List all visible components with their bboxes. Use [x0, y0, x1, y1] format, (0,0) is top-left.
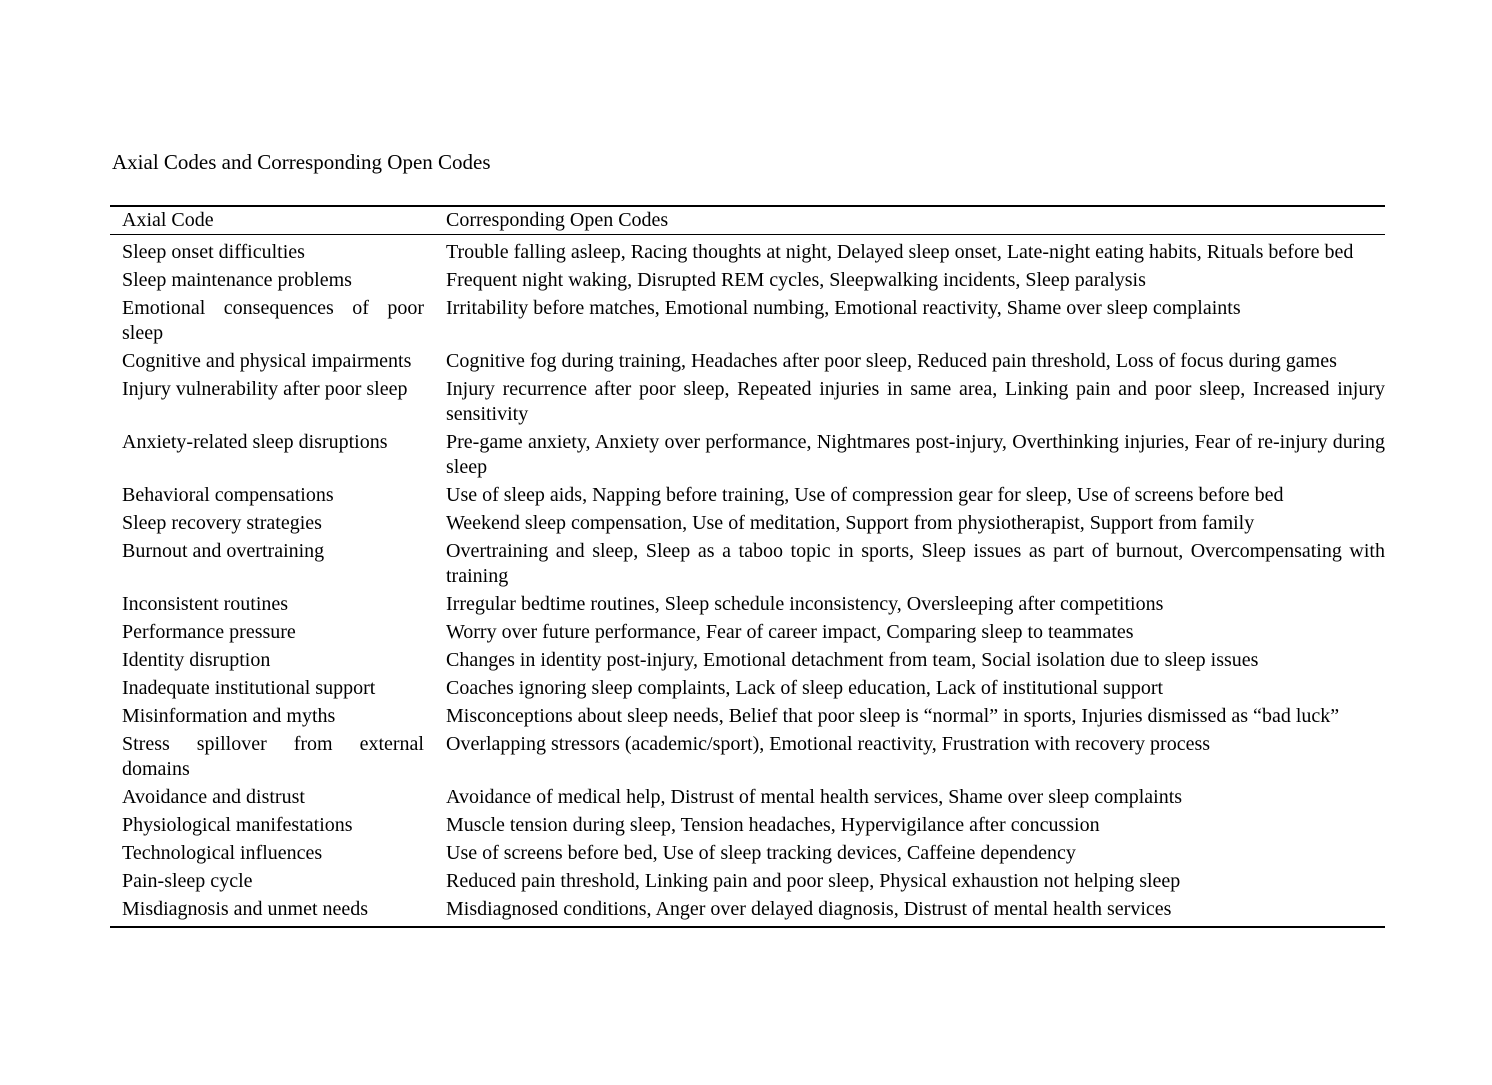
table-row	[110, 896, 1385, 927]
open-codes-cell: Use of sleep aids, Napping before training, Use of compression gear for sleep, Use of screens before bed	[446, 484, 1284, 506]
table-row	[110, 731, 1385, 784]
axial-code-cell: Identity disruption	[122, 649, 271, 671]
axial-code-cell: Stress spillover from external domains	[122, 733, 424, 780]
axial-code-cell: Performance pressure	[122, 621, 296, 643]
table-row	[110, 295, 1385, 348]
column-header-axial-code: Axial Code	[110, 206, 446, 235]
table-row	[110, 348, 1385, 376]
table-row	[110, 235, 1385, 268]
table-title: Axial Codes and Corresponding Open Codes	[112, 150, 491, 174]
open-codes-cell: Coaches ignoring sleep complaints, Lack of sleep education, Lack of institutional support	[446, 677, 1164, 699]
open-codes-cell: Weekend sleep compensation, Use of meditation, Support from physiotherapist, Support from family	[446, 512, 1255, 534]
table-row	[110, 510, 1385, 538]
axial-code-cell: Burnout and overtraining	[122, 540, 325, 562]
table-row	[110, 619, 1385, 647]
axial-code-cell: Physiological manifestations	[122, 814, 353, 836]
table-row	[110, 840, 1385, 868]
axial-code-cell: Cognitive and physical impairments	[122, 350, 412, 372]
open-codes-cell: Avoidance of medical help, Distrust of mental health services, Shame over sleep complaints	[446, 786, 1183, 808]
axial-code-cell: Pain-sleep cycle	[122, 870, 253, 892]
open-codes-cell: Irregular bedtime routines, Sleep schedule inconsistency, Oversleeping after competitions	[446, 593, 1164, 615]
axial-code-cell: Misdiagnosis and unmet needs	[122, 898, 369, 920]
axial-code-cell: Technological influences	[122, 842, 323, 864]
open-codes-cell: Cognitive fog during training, Headaches after poor sleep, Reduced pain threshold, Loss of focus during games	[446, 350, 1337, 372]
table-row	[110, 784, 1385, 812]
axial-code-cell: Anxiety-related sleep disruptions	[122, 431, 388, 453]
axial-open-codes-table	[110, 205, 1385, 928]
table-row	[110, 591, 1385, 619]
open-codes-cell: Misconceptions about sleep needs, Belief that poor sleep is “normal” in sports, Injuries dismissed as “bad luck”	[446, 705, 1340, 727]
table-body	[110, 235, 1385, 928]
open-codes-cell: Trouble falling asleep, Racing thoughts at night, Delayed sleep onset, Late-night eating habits, Rituals before bed	[446, 241, 1354, 263]
table-row	[110, 675, 1385, 703]
table-row	[110, 376, 1385, 429]
open-codes-cell: Irritability before matches, Emotional numbing, Emotional reactivity, Shame over sleep complaints	[446, 297, 1241, 319]
open-codes-cell: Overtraining and sleep, Sleep as a taboo topic in sports, Sleep issues as part of burnout, Overcompensating with training	[446, 540, 1385, 587]
open-codes-cell: Worry over future performance, Fear of career impact, Comparing sleep to teammates	[446, 621, 1134, 643]
open-codes-cell: Frequent night waking, Disrupted REM cycles, Sleepwalking incidents, Sleep paralysis	[446, 269, 1146, 291]
table-row	[110, 538, 1385, 591]
axial-code-cell: Inconsistent routines	[122, 593, 289, 615]
table-row	[110, 703, 1385, 731]
open-codes-cell: Pre-game anxiety, Anxiety over performance, Nightmares post-injury, Overthinking injuries, Fear of re-injury during sleep	[446, 431, 1385, 478]
axial-code-cell: Inadequate institutional support	[122, 677, 376, 699]
table-row	[110, 868, 1385, 896]
axial-code-cell: Behavioral compensations	[122, 484, 334, 506]
axial-code-cell: Sleep maintenance problems	[122, 269, 352, 291]
axial-code-cell: Injury vulnerability after poor sleep	[122, 378, 408, 400]
open-codes-cell: Use of screens before bed, Use of sleep tracking devices, Caffeine dependency	[446, 842, 1076, 864]
open-codes-cell: Injury recurrence after poor sleep, Repeated injuries in same area, Linking pain and poor sleep, Increased injury sensitivity	[446, 378, 1385, 425]
axial-code-cell: Misinformation and myths	[122, 705, 336, 727]
table-row	[110, 267, 1385, 295]
open-codes-cell: Reduced pain threshold, Linking pain and poor sleep, Physical exhaustion not helping sleep	[446, 870, 1181, 892]
table-row	[110, 482, 1385, 510]
axial-code-cell: Sleep onset difficulties	[122, 241, 305, 263]
table-row	[110, 647, 1385, 675]
open-codes-cell: Changes in identity post-injury, Emotional detachment from team, Social isolation due to sleep issues	[446, 649, 1259, 671]
axial-code-cell: Sleep recovery strategies	[122, 512, 322, 534]
table-row	[110, 812, 1385, 840]
open-codes-cell: Muscle tension during sleep, Tension headaches, Hypervigilance after concussion	[446, 814, 1100, 836]
table-row	[110, 429, 1385, 482]
axial-code-cell: Emotional consequences of poor sleep	[122, 297, 424, 344]
open-codes-cell: Misdiagnosed conditions, Anger over delayed diagnosis, Distrust of mental health services	[446, 898, 1172, 920]
column-header-open-codes: Corresponding Open Codes	[446, 206, 1385, 235]
table-header-row	[110, 206, 1385, 235]
axial-code-cell: Avoidance and distrust	[122, 786, 305, 808]
open-codes-cell: Overlapping stressors (academic/sport), Emotional reactivity, Frustration with recovery process	[446, 733, 1211, 755]
